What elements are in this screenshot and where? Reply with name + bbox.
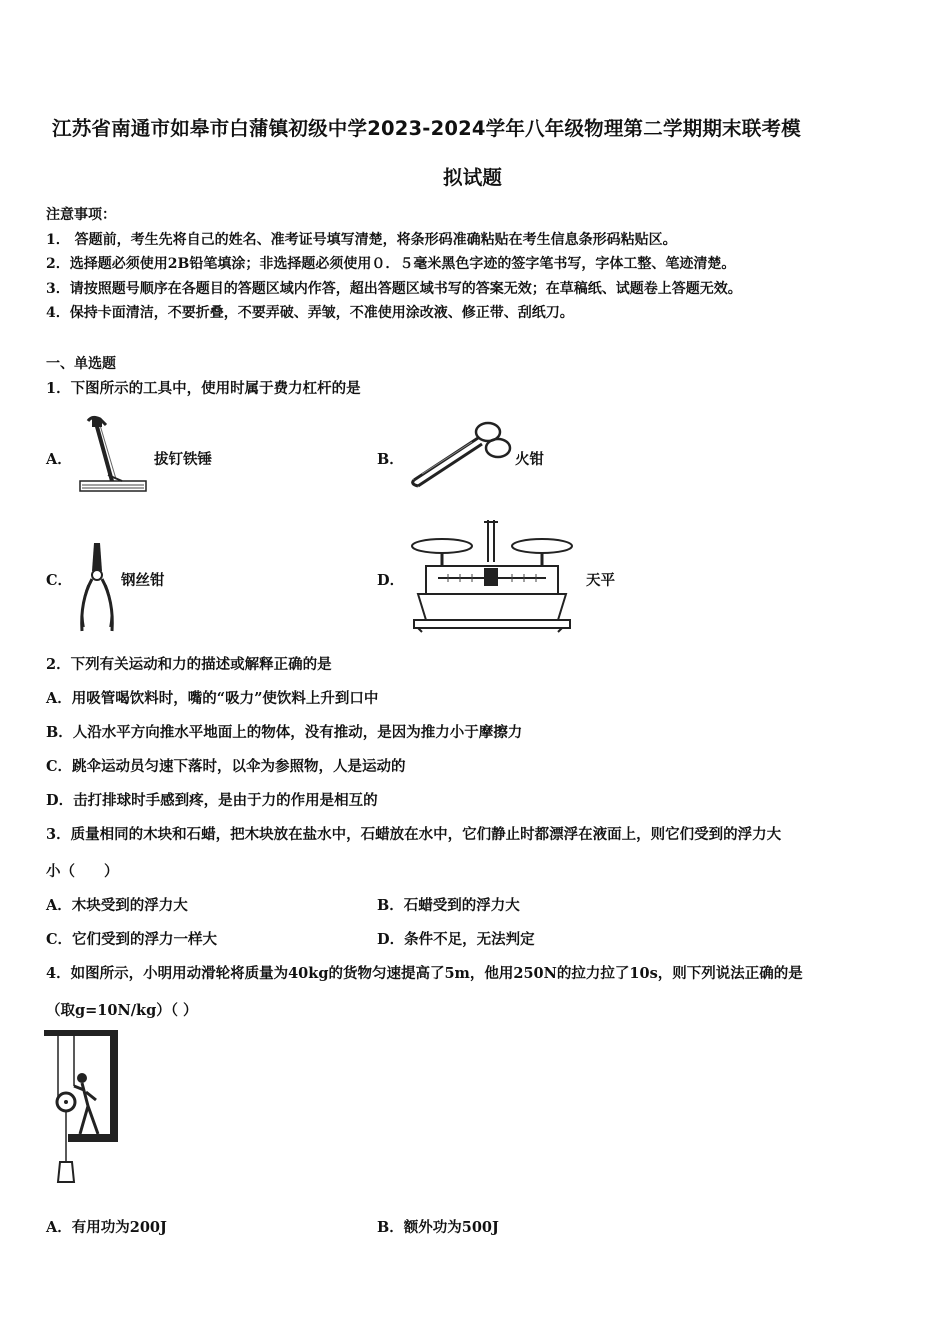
q3-stem-line2: 小（ ）	[46, 863, 119, 880]
notice-item-1: 1． 答题前，考生先将自己的姓名、准考证号填写清楚，将条形码准确粘贴在考生信息条形码粘贴区。	[46, 232, 677, 248]
q1-option-b-letter: B．	[377, 451, 404, 468]
section-heading: 一、单选题	[46, 356, 116, 372]
notice-item-3: 3．请按照题号顺序在各题目的答题区域内作答，超出答题区域书写的答案无效；在草稿纸、试题卷上答题无效。	[46, 281, 742, 297]
q3-option-d: D．条件不足，无法判定	[377, 931, 535, 948]
q3-option-c: C．它们受到的浮力一样大	[46, 931, 218, 948]
q1-option-c-label: 钢丝钳	[121, 572, 165, 589]
q2-option-a: A．用吸管喝饮料时，嘴的“吸力”使饮料上升到口中	[46, 690, 379, 707]
q1-option-c-letter: C．	[46, 572, 73, 589]
q4-option-b: B．额外功为500J	[377, 1219, 499, 1236]
q4-stem-line2: （取g=10N/kg）（ ）	[46, 1002, 198, 1019]
claw-hammer-image	[78, 415, 148, 495]
q2-option-b: B．人沿水平方向推水平地面上的物体，没有推动，是因为推力小于摩擦力	[46, 724, 523, 741]
q1-option-b-label: 火钳	[515, 451, 544, 468]
q4-stem-line1: 4．如图所示，小明用动滑轮将质量为40kg的货物匀速提高了5m，他用250N的拉力拉了10s，则下列说法正确的是	[46, 965, 803, 982]
q2-stem: 2．下列有关运动和力的描述或解释正确的是	[46, 656, 332, 673]
notice-item-2: 2．选择题必须使用2B铅笔填涂；非选择题必须使用０．５毫米黑色字迹的签字笔书写，字体工整、笔迹清楚。	[46, 256, 736, 272]
fire-tongs-image	[408, 418, 512, 490]
q3-option-b: B．石蜡受到的浮力大	[377, 897, 520, 914]
page-title-line2: 拟试题	[443, 166, 503, 189]
pulley-diagram-image	[44, 1030, 120, 1186]
q4-option-a: A．有用功为200J	[46, 1219, 167, 1236]
q1-option-a-letter: A．	[46, 451, 72, 468]
page-title-line1: 江苏省南通市如皋市白蒲镇初级中学2023-2024学年八年级物理第二学期期末联考模	[52, 117, 801, 140]
balance-scale-image	[408, 516, 576, 634]
wire-pliers-image	[76, 541, 120, 635]
q2-option-d: D．击打排球时手感到疼，是由于力的作用是相互的	[46, 792, 378, 809]
q3-option-a: A．木块受到的浮力大	[46, 897, 188, 914]
q1-stem: 1．下图所示的工具中，使用时属于费力杠杆的是	[46, 380, 361, 397]
q3-stem-line1: 3．质量相同的木块和石蜡，把木块放在盐水中，石蜡放在水中，它们静止时都漂浮在液面上，则它们受到的浮力大	[46, 826, 782, 843]
q1-option-a-label: 拔钉铁锤	[154, 451, 212, 468]
q1-option-d-label: 天平	[586, 572, 615, 589]
notice-heading: 注意事项：	[46, 207, 116, 223]
q2-option-c: C．跳伞运动员匀速下落时，以伞为参照物，人是运动的	[46, 758, 406, 775]
q1-option-d-letter: D．	[377, 572, 405, 589]
notice-item-4: 4．保持卡面清洁，不要折叠，不要弄破、弄皱，不准使用涂改液、修正带、刮纸刀。	[46, 305, 574, 321]
